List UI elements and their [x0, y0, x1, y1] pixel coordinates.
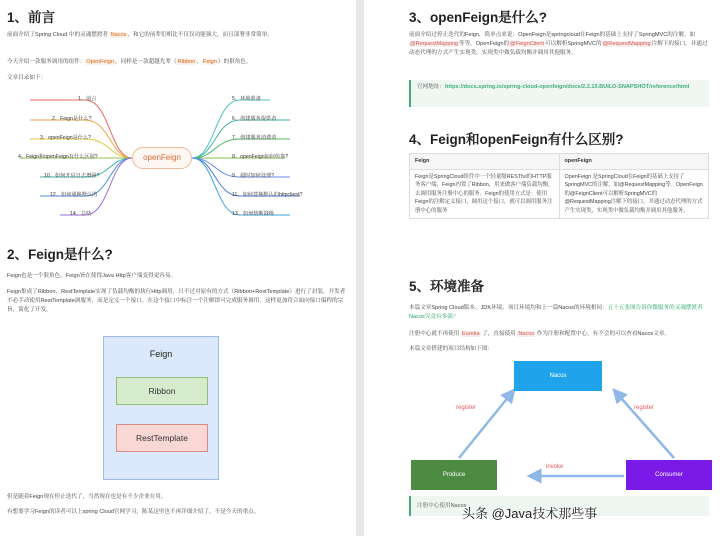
env-paragraph-1 [409, 304, 712, 322]
inline-code-feign: Feign [202, 59, 217, 65]
official-site-label: 官网地址： [417, 84, 445, 90]
mindmap-node: 2、Feign是什么? [52, 116, 92, 122]
env-paragraph-2 [409, 330, 712, 339]
intro-text: 前面介绍了Spring Cloud 中的灵魂摆渡者 [7, 32, 110, 38]
env-paragraph-3: 本篇文章搭建的项目结构如下图： [409, 346, 493, 352]
mindmap-node: 9、超时如何处理? [232, 173, 275, 179]
comparison-table [409, 153, 709, 219]
diagram-title: Feign [149, 349, 173, 359]
inline-code-nacos: Nacos [518, 331, 535, 337]
table-header-row [410, 154, 709, 170]
official-site-quote [409, 80, 709, 107]
section-title-difference: 4、Feign和openFeign有什么区别? [409, 132, 624, 147]
body-text: 可以解析SpringMVC的 [545, 41, 602, 47]
intro-paragraph-2 [7, 58, 348, 67]
diagram-resttemplate-box: RestTemplate [116, 424, 208, 452]
feign-paragraph-1: Feign也是一个狠角色，Feign旨在使得Java Http客户端变得更容易。 [7, 273, 177, 279]
inline-code-eureka: Eureka [461, 331, 480, 337]
intro-text: ，同样是一款超越先辈（ [115, 59, 177, 65]
table-row [410, 169, 709, 219]
body-text: 前面介绍过停止迭代的Feign，简单点来说：OpenFeign是springcloud在Feign的基础上支持了SpringMVC的注解，如 [409, 32, 696, 38]
nacos-article-link[interactable]: 五十五张图告诉你微服务的灵魂摆渡者Nacos究竟有多强？ [409, 305, 703, 320]
mindmap-node: 14、总结 [70, 211, 92, 217]
nacos-node: Nacos [514, 361, 602, 391]
intro-paragraph-1 [7, 31, 348, 40]
section-title-environment: 5、环境准备 [409, 279, 485, 294]
section-title-preface: 1、前言 [7, 10, 56, 25]
mindmap-node: 7、创建服务消费者 [232, 135, 277, 141]
register-left-label: register [456, 405, 477, 411]
table-header-feign: Feign [410, 154, 560, 170]
footnote-bar: 注册中心使用Nacos [409, 496, 709, 516]
invoke-label: invoke [546, 464, 564, 470]
mindmap-node: 4、Feign和openFeign有什么区别? [18, 154, 98, 160]
produce-node: Produce [411, 460, 497, 490]
feign-architecture-diagram [103, 336, 219, 480]
body-text: 了，直接使用 [480, 331, 518, 337]
inline-code-openfeign: OpenFeign [86, 59, 115, 65]
mindmap-node: 11、如何替换默认的httpclient? [232, 192, 303, 198]
register-right-label: register [634, 405, 655, 411]
mindmap-node: 12、如何通换默认的 [50, 192, 98, 198]
mindmap-node: 5、环境准备 [232, 96, 261, 102]
body-text: 作为注册和配置中心，有不会的可以查看Nacos文章。 [535, 331, 671, 337]
inline-code-nacos: Nacos [110, 32, 127, 38]
feign-bottom-paragraph-1: 但是随着Feign现在停止迭代了，当然现在也是有不少企业在用。 [7, 494, 167, 500]
feign-paragraph-2: Feign集成了Ribbon、RestTemplate实现了负载均衡的执行Http调用，只不过对原有的方式（Ribbon+RestTemplate）进行了封装，开发者不必手动使用RestTemplate调服务，而是定义一个接口，在这个接口中标注一个注解即可完成服务调用，这样更加符合面向接口编程的宗旨，简化了开发。 [7, 289, 346, 313]
diagram-ribbon-box: Ribbon [116, 377, 208, 405]
inline-code-requestmapping: @RequestMapping [410, 41, 458, 47]
mindmap-node: 3、openFeign是什么? [40, 135, 92, 141]
intro-text: ）的狠角色。 [217, 59, 252, 65]
watermark: 头条 @Java技术那些事 [462, 506, 598, 521]
openfeign-paragraph [409, 31, 712, 58]
mindmap-node: 8、openFeign如何传参? [232, 154, 289, 160]
intro-text: 今天介绍一款服务调用的组件： [7, 59, 86, 65]
left-page [0, 0, 356, 536]
intro-text: ，和它的前辈们相比不仅仅功能强大，而且部署非常简单。 [127, 32, 273, 38]
inline-code-ribbon: Ribbon [177, 59, 196, 65]
consumer-node: Consumer [626, 460, 712, 490]
toc-label: 文章目录如下： [7, 75, 47, 81]
mindmap-node: 10、如何开启日志增强? [44, 173, 100, 179]
right-page [364, 0, 720, 536]
table-cell-feign: Feign是SpringCloud组件中一个轻量级RESTful的HTTP服务客户端，Feign内置了Ribbon，用来做客户端负载均衡，去调用服务注册中心的服务。Feign的使用方式是：使用Feign的注解定义接口，调用这个接口，就可以调用服务注册中心的服务 [410, 169, 560, 219]
mindmap-node: 6、创建服务提供者 [232, 116, 277, 122]
section-title-what-is-openfeign: 3、openFeign是什么? [409, 10, 547, 25]
intro-text: 、 [196, 59, 202, 65]
inline-code-feignclient: @FeignClient [510, 41, 545, 47]
body-text: 注解下的接口，并通过动态代理的方式产生实现类，实现类中做负载均衡并调用其他服务。 [409, 41, 708, 56]
mindmap-node: 1、前言 [78, 96, 97, 102]
table-cell-openfeign: OpenFeign 是SpringCloud在Feign的基础上支持了SpringMVC的注解，如@RequestMapping等。OpenFeign 的@FeignClient可以解析SpringMVC的@RequestMapping注解下的接口，并通过动态代理的方式产生实现类，实现类中做负载均衡并调用其他服务。 [559, 169, 709, 219]
toc-mindmap [0, 90, 356, 225]
mindmap-center-node: openFeign [132, 147, 192, 169]
section-title-what-is-feign: 2、Feign是什么? [7, 247, 113, 262]
mindmap-node: 13、如何熔断降级 [232, 211, 275, 217]
table-header-openfeign: openFeign [559, 154, 709, 170]
body-text: 等等。OpenFeign的 [458, 41, 510, 47]
feign-bottom-paragraph-2: 有想要学习Feign的读者可以上spring Cloud官网学习，陈某这里也不再详细介绍了，不是今天的重点。 [7, 509, 260, 515]
inline-code-requestmapping: @RequestMapping [602, 41, 651, 47]
official-site-link[interactable]: https://docs.spring.io/spring-cloud-openfeign/docs/2.2.10.BUILD-SNAPSHOT/reference/html [444, 84, 690, 90]
body-text: 注册中心就不再使用 [409, 331, 461, 337]
body-text: 本篇文章Spring Cloud版本、JDK环境、项目环境均和上一篇Nacos的环境相同： [409, 305, 608, 311]
